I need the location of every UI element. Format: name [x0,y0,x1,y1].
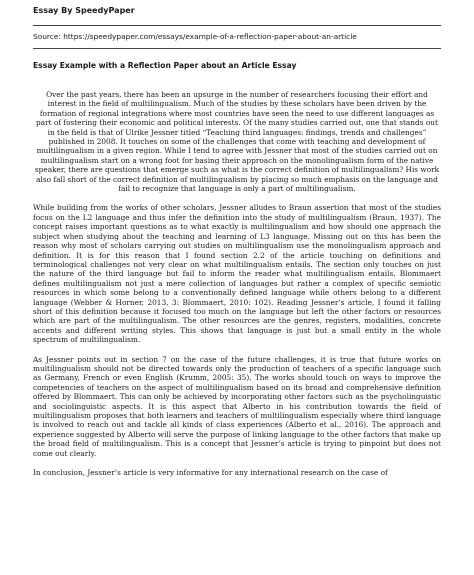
source-divider [33,48,441,49]
publisher-title: Essay By SpeedyPaper [33,6,135,15]
header-divider [33,25,441,26]
source-line: Source: https://speedypaper.com/essays/example-of-a-reflection-paper-about-an-article [33,32,357,41]
essay-paragraph-future-challenges: As Jessner points out in section 7 on the case of the future challenges, it is true that future works on multilingualism should not be directed towards only the production of teachers of a specific language such as Germany, French or even English (Krumm, 2005: 35). The works should touch on ways to improve the competencies of teachers on the aspect of multilingualism based on its broad and comprehensive definition offered by Blommaert. This can only be achieved by incorporating other factors such as the psycholinguistic and sociolinguistic aspects. It is this aspect that Alberto in his contribution towards the field of multilingualism proposes that both learners and teachers of multilingualism especially where third language is involved to reach out and tackle all kinds of class experiences (Alberto et al., 2016). The approach and experience suggested by Alberto will serve the purpose of linking language to the other factors that make up the broad field of multilingualism. This is a concept that Jessner’s article is trying to pinpoint but does not come out clearly. [33,354,441,458]
essay-paragraph-intro: Over the past years, there has been an upsurge in the number of researchers focusing their effort and interest in the field of multilingualism. Much of the studies by these scholars have been driven by the formation of regional integrations where most countries have seen the need to use different languages as part of fostering their economic and political interests. Of the many studies carried out, one that stands out in the field is that of Ulrike Jessner titled “Teaching third languages: findings, trends and challenges” published in 2008. It touches on some of the challenges that come with teaching and development of multilingualism in a given region. While I tend to agree with Jessner that most of the studies carried out on multilingualism start on a wrong foot for basing their approach on the monolingualism form of the native speaker, there are questions that emerge such as what is the correct definition of multilingualism? His work also fall short of the correct definition of multilingualism by placing so much emphasis on the language and fail to recognize that language is only a part of multilingualism. [34,90,440,194]
essay-paragraph-definition: While building from the works of other scholars, Jessner alludes to Braun assertion that most of the studies focus on the L2 language and thus infer the definition into the study of multilingualism (Braun, 1937). The concept raises important questions as to what exactly is multilingualism and how should one approach the subject when studying about the teaching and learning of L3 language. Missing out on this has been the reason why most of scholars carrying out studies on multilingualism use the monolingualism approach and definition. It is for this reason that I found section 2.2 of the article touching on definitions and terminological challenges not very clear on what multilingualism entails. The section only touches on just the nature of the third language but fail to inform the reader what multilingualism entails. Blommaert defines multilingualism not just a mere collection of languages but rather a complex of specific semiotic resources in which some belong to a conventionally defined language while others belong to a different language (Webber & Horner, 2013, 3: Blommaert, 2010: 102). Reading Jessner’s article, I found it falling short of this definition because it focused too much on the language but left the other factors or resources which are part of the multilingualism. The other resources are the genres, registers, modalities, concrete accents and different writing styles. This shows that language is just but a small entity in the whole spectrum of multilingualism. [33,203,441,345]
essay-title: Essay Example with a Reflection Paper about an Article Essay [33,61,297,70]
essay-paragraph-conclusion: In conclusion, Jessner’s article is very informative for any international research on the case of [33,468,388,478]
